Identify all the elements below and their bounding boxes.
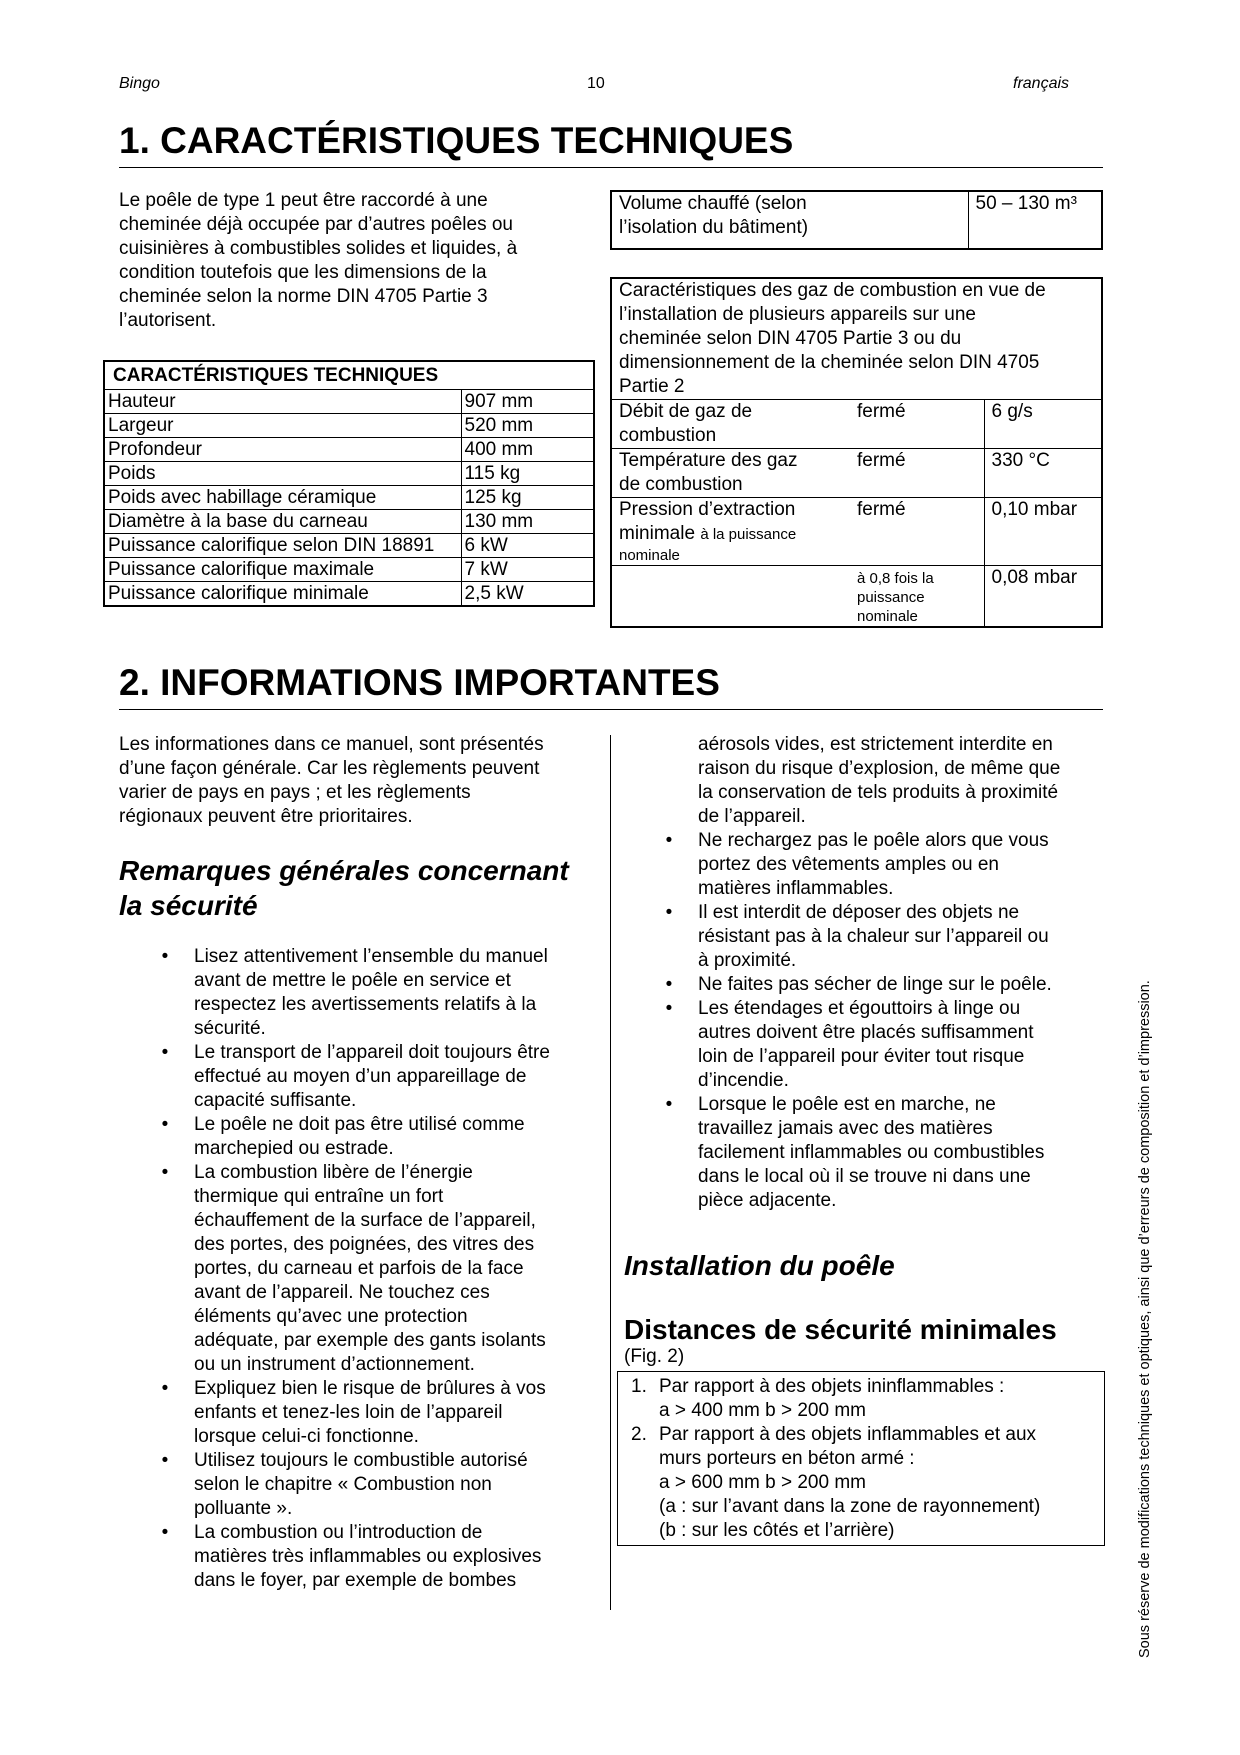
text-line: raison du risque d’explosion, de même que [698, 758, 1061, 779]
list-item [665, 1093, 1102, 1213]
text-line: condition toutefois que les dimensions de la [119, 262, 487, 283]
text-line: Par rapport à des objets ininflammables : [659, 1376, 1005, 1397]
table-row [611, 191, 1102, 249]
safety-list-right [665, 829, 1102, 1213]
gas-condition: fermé [850, 400, 984, 449]
text-line: nominale [619, 547, 680, 564]
text-line: portez des vêtements amples ou en [698, 854, 1000, 875]
flue-gas-heading [611, 278, 1102, 400]
text-line: Les informationes dans ce manuel, sont présentés [119, 734, 544, 755]
spec-value: 130 mm [461, 510, 594, 534]
side-disclaimer: Sous réserve de modifications techniques et optiques, ainsi que d’erreurs de composition et d’impression. [1137, 980, 1153, 1658]
installation-heading: Installation du poêle [624, 1250, 895, 1281]
text-line: Par rapport à des objets inflammables et aux [659, 1424, 1037, 1445]
text-line: Ne rechargez pas le poêle alors que vous [698, 830, 1049, 851]
spec-label: Puissance calorifique minimale [104, 582, 461, 607]
spec-label: Diamètre à la base du carneau [104, 510, 461, 534]
text-line: de combustion [619, 474, 743, 495]
text-line: selon le chapitre « Combustion non [194, 1474, 492, 1495]
text-line: cuisinières à combustibles solides et liquides, à [119, 238, 518, 259]
gas-condition [850, 566, 984, 628]
distances-heading: Distances de sécurité minimales [624, 1314, 1057, 1345]
flue-gas-table [610, 277, 1103, 628]
table-row [611, 449, 1102, 498]
volume-value: 50 – 130 m³ [968, 191, 1102, 249]
text-line: polluante ». [194, 1498, 293, 1519]
text-line: l’installation de plusieurs appareils sur une [619, 304, 976, 325]
text-line: éléments qu’avec une protection [194, 1306, 468, 1327]
text-line: La combustion ou l’introduction de [194, 1522, 483, 1543]
text-line: Les étendages et égouttoirs à linge ou [698, 998, 1021, 1019]
text-line: la conservation de tels produits à proximité [698, 782, 1059, 803]
volume-label [611, 191, 968, 249]
table-row [104, 390, 594, 414]
heated-volume-table [610, 190, 1103, 250]
table-row [104, 582, 594, 607]
table-row [104, 414, 594, 438]
label-small: à la puissance [700, 526, 797, 543]
list-item [161, 1377, 590, 1449]
table-row [611, 498, 1102, 566]
gas-condition: fermé [850, 498, 984, 566]
spec-label: Poids [104, 462, 461, 486]
gas-value: 0,10 mbar [984, 498, 1102, 566]
item-number: 1. [631, 1376, 647, 1397]
text-line: dans le foyer, par exemple de bombes [194, 1570, 517, 1591]
text-line: Lorsque le poêle est en marche, ne [698, 1094, 996, 1115]
figure-reference: (Fig. 2) [624, 1346, 685, 1367]
spec-value: 115 kg [461, 462, 594, 486]
text-line [619, 522, 843, 546]
table-header-row [611, 278, 1102, 400]
bullet-icon: • [161, 1042, 169, 1063]
text-line: Utilisez toujours le combustible autorisé [194, 1450, 528, 1471]
text-line: Volume chauffé (selon [619, 193, 807, 214]
list-item [665, 901, 1102, 973]
text-line: à proximité. [698, 950, 797, 971]
text-line: échauffement de la surface de l’appareil, [194, 1210, 536, 1231]
spec-value: 7 kW [461, 558, 594, 582]
text-line: d’une façon générale. Car les règlements peuvent [119, 758, 540, 779]
text-line: Partie 2 [619, 376, 685, 397]
table-row [104, 486, 594, 510]
gas-value: 0,08 mbar [984, 566, 1102, 628]
text-line: portes, du carneau et parfois de la face [194, 1258, 524, 1279]
text-line: autres doivent être placés suffisamment [698, 1022, 1034, 1043]
text-line: respectez les avertissements relatifs à la [194, 994, 537, 1015]
text-line: nominale [857, 608, 918, 625]
spec-value: 520 mm [461, 414, 594, 438]
spec-label: Puissance calorifique maximale [104, 558, 461, 582]
bullet-icon: • [161, 1378, 169, 1399]
column-divider [610, 735, 611, 1610]
text-line: Remarques générales concernant [119, 855, 569, 886]
text-line: Pression d’extraction [619, 499, 796, 520]
text-line: adéquate, par exemple des gants isolants [194, 1330, 546, 1351]
text-line: cheminée selon DIN 4705 Partie 3 ou du [619, 328, 962, 349]
distance-item [624, 1423, 1098, 1543]
gas-condition: fermé [850, 449, 984, 498]
text-line: effectué au moyen d’un appareillage de [194, 1066, 527, 1087]
text-line: dans le local où il se trouve ni dans une [698, 1166, 1031, 1187]
text-line: matières inflammables. [698, 878, 894, 899]
spec-label: Puissance calorifique selon DIN 18891 [104, 534, 461, 558]
table-row [611, 566, 1102, 628]
item-number: 2. [631, 1424, 647, 1445]
text-line: Débit de gaz de [619, 401, 753, 422]
section1-title: 1. CARACTÉRISTIQUES TECHNIQUES [119, 118, 1103, 168]
text-line: l’autorisent. [119, 310, 217, 331]
table-row [104, 462, 594, 486]
table-row [104, 438, 594, 462]
table-row [611, 400, 1102, 449]
gas-label [611, 400, 850, 449]
text-line: ou un instrument d’actionnement. [194, 1354, 475, 1375]
table-heading: CARACTÉRISTIQUES TECHNIQUES [104, 361, 594, 390]
text-line: avant de mettre le poêle en service et [194, 970, 511, 991]
gas-value: 330 °C [984, 449, 1102, 498]
spec-value: 2,5 kW [461, 582, 594, 607]
text-line: matières très inflammables ou explosives [194, 1546, 542, 1567]
bullet-icon: • [665, 974, 673, 995]
bullet-icon: • [161, 1162, 169, 1183]
section2-intro [119, 733, 599, 829]
list-item [665, 973, 1102, 997]
label-main: minimale [619, 523, 696, 544]
text-line: Le poêle ne doit pas être utilisé comme [194, 1114, 525, 1135]
text-line: Il est interdit de déposer des objets ne [698, 902, 1020, 923]
text-line: sécurité. [194, 1018, 266, 1039]
continued-paragraph [698, 733, 1102, 829]
gas-value: 6 g/s [984, 400, 1102, 449]
safety-heading [119, 853, 609, 923]
text-line: résistant pas à la chaleur sur l’appareil ou [698, 926, 1049, 947]
list-item [161, 1449, 590, 1521]
text-line: thermique qui entraîne un fort [194, 1186, 444, 1207]
text-line: murs porteurs en béton armé : [659, 1448, 915, 1469]
section1-intro [119, 189, 579, 333]
bullet-icon: • [161, 1114, 169, 1135]
text-line: Caractéristiques des gaz de combustion en vue de [619, 280, 1046, 301]
bullet-icon: • [665, 830, 673, 851]
text-line: l’isolation du bâtiment) [619, 217, 809, 238]
bullet-icon: • [665, 902, 673, 923]
gas-label [611, 498, 850, 566]
distances-box [617, 1371, 1105, 1546]
text-line: Ne faites pas sécher de linge sur le poêle. [698, 974, 1052, 995]
list-item [161, 945, 590, 1041]
spec-label: Profondeur [104, 438, 461, 462]
text-line: cheminée selon la norme DIN 4705 Partie 3 [119, 286, 488, 307]
text-line: Lisez attentivement l’ensemble du manuel [194, 946, 548, 967]
bullet-icon: • [161, 1522, 169, 1543]
text-line: capacité suffisante. [194, 1090, 357, 1111]
text-line: combustion [619, 425, 717, 446]
text-line: La combustion libère de l’énergie [194, 1162, 473, 1183]
text-line: lorsque celui-ci fonctionne. [194, 1426, 419, 1447]
header-right: français [1013, 75, 1070, 92]
text-line: Le poêle de type 1 peut être raccordé à une [119, 190, 488, 211]
text-line: Température des gaz [619, 450, 798, 471]
text-line: d’incendie. [698, 1070, 789, 1091]
text-line: a > 400 mm b > 200 mm [659, 1400, 866, 1421]
section2-title: 2. INFORMATIONS IMPORTANTES [119, 660, 1103, 710]
text-line: a > 600 mm b > 200 mm [659, 1472, 866, 1493]
text-line: à 0,8 fois la [857, 570, 934, 587]
spec-label: Hauteur [104, 390, 461, 414]
page-number: 10 [587, 75, 605, 92]
spec-label: Largeur [104, 414, 461, 438]
header-left: Bingo [119, 75, 160, 92]
bullet-icon: • [161, 1450, 169, 1471]
text-line: (a : sur l’avant dans la zone de rayonnement) [659, 1496, 1041, 1517]
list-item [665, 829, 1102, 901]
bullet-icon: • [665, 998, 673, 1019]
gas-label [611, 449, 850, 498]
table-row [104, 558, 594, 582]
list-item [161, 1521, 590, 1593]
text-line: dimensionnement de la cheminée selon DIN 4705 [619, 352, 1040, 373]
table-header-row [104, 361, 594, 390]
text-line: travaillez jamais avec des matières [698, 1118, 993, 1139]
list-item [161, 1041, 590, 1113]
bullet-icon: • [161, 946, 169, 967]
spec-value: 125 kg [461, 486, 594, 510]
text-line: varier de pays en pays ; et les règlements [119, 782, 471, 803]
list-item [161, 1161, 590, 1377]
text-line: marchepied ou estrade. [194, 1138, 394, 1159]
text-line: la sécurité [119, 890, 258, 921]
list-item [161, 1113, 590, 1161]
text-line: enfants et tenez-les loin de l’appareil [194, 1402, 503, 1423]
text-line: facilement inflammables ou combustibles [698, 1142, 1045, 1163]
text-line: Expliquez bien le risque de brûlures à vos [194, 1378, 546, 1399]
bullet-icon: • [665, 1094, 673, 1115]
table-row [104, 510, 594, 534]
spec-value: 400 mm [461, 438, 594, 462]
text-line: (b : sur les côtés et l’arrière) [659, 1520, 895, 1541]
text-line: avant de l’appareil. Ne touchez ces [194, 1282, 490, 1303]
safety-list-left [161, 945, 590, 1593]
spec-value: 907 mm [461, 390, 594, 414]
text-line: loin de l’appareil pour éviter tout risque [698, 1046, 1025, 1067]
table-row [104, 534, 594, 558]
tech-specs-table [103, 360, 595, 607]
text-line: puissance [857, 589, 925, 606]
text-line: pièce adjacente. [698, 1190, 837, 1211]
list-item [665, 997, 1102, 1093]
spec-label: Poids avec habillage céramique [104, 486, 461, 510]
text-line: cheminée déjà occupée par d’autres poêles ou [119, 214, 513, 235]
text-line: régionaux peuvent être prioritaires. [119, 806, 413, 827]
gas-label-empty [611, 566, 850, 628]
text-line: de l’appareil. [698, 806, 806, 827]
text-line: des portes, des poignées, des vitres des [194, 1234, 535, 1255]
spec-value: 6 kW [461, 534, 594, 558]
text-line: Le transport de l’appareil doit toujours être [194, 1042, 550, 1063]
text-line: aérosols vides, est strictement interdite en [698, 734, 1053, 755]
distance-item [624, 1375, 1098, 1423]
